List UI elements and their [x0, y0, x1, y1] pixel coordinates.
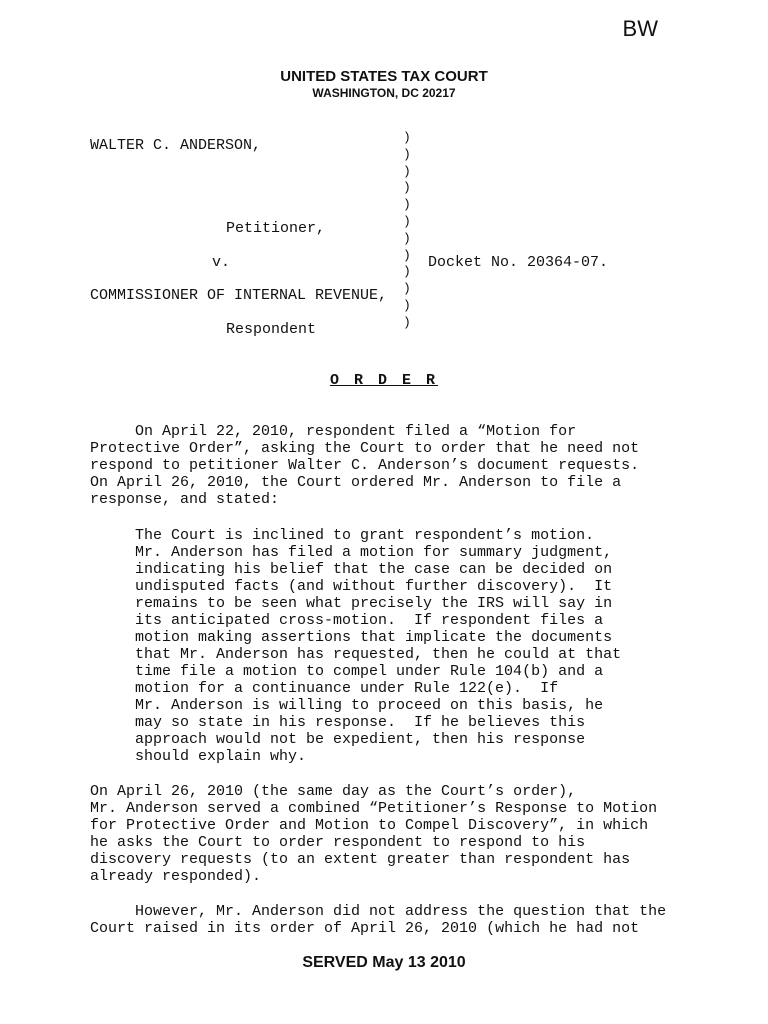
paragraph-1 — [90, 423, 690, 508]
versus: v. — [212, 254, 231, 271]
paragraph-3 — [90, 903, 690, 937]
text-line: On April 26, 2010 (the same day as the Court’s order), — [90, 783, 577, 800]
text-line: respond to petitioner Walter C. Anderson’s document requests. — [90, 457, 640, 474]
court-location: WASHINGTON, DC 20217 — [312, 86, 456, 100]
quote-line: that Mr. Anderson has requested, then he could at that — [135, 646, 622, 663]
text-line: he asks the Court to order respondent to respond to his — [90, 834, 586, 851]
text-line: response, and stated: — [90, 491, 280, 508]
petitioner-label: Petitioner, — [226, 220, 326, 237]
served-stamp: SERVED May 13 2010 — [302, 954, 466, 971]
quote-line: time file a motion to compel under Rule 104(b) and a — [135, 663, 604, 680]
quote-line: undisputed facts (and without further discovery). It — [135, 578, 613, 595]
quote-line: should explain why. — [135, 748, 307, 765]
text-line: discovery requests (to an extent greater than respondent has — [90, 851, 631, 868]
quote-line: motion for a continuance under Rule 122(e). If — [135, 680, 559, 697]
quote-line: motion making assertions that implicate the documents — [135, 629, 613, 646]
quote-line: The Court is inclined to grant respondent’s motion. — [135, 527, 595, 544]
respondent-label: Respondent — [226, 321, 317, 338]
quote-line: may so state in his response. If he believes this — [135, 714, 586, 731]
order-heading: O R D E R — [329, 372, 438, 389]
respondent-name: COMMISSIONER OF INTERNAL REVENUE, — [90, 287, 388, 304]
paragraph-2 — [90, 783, 690, 885]
docket-number: Docket No. 20364-07. — [428, 254, 609, 271]
text-line: Mr. Anderson served a combined “Petitioner’s Response to Motion — [90, 800, 658, 817]
quote-line: its anticipated cross-motion. If respondent files a — [135, 612, 604, 629]
quote-line: remains to be seen what precisely the IRS will say in — [135, 595, 613, 612]
corner-initials: BW — [622, 16, 658, 41]
text-line: Protective Order”, asking the Court to order that he need not — [90, 440, 640, 457]
block-quote — [135, 527, 695, 765]
text-line: However, Mr. Anderson did not address the question that the — [90, 903, 667, 920]
quote-line: Mr. Anderson is willing to proceed on this basis, he — [135, 697, 604, 714]
text-line: Court raised in its order of April 26, 2010 (which he had not — [90, 920, 640, 937]
court-title: UNITED STATES TAX COURT — [280, 68, 488, 85]
petitioner-name: WALTER C. ANDERSON, — [90, 137, 262, 154]
text-line: On April 22, 2010, respondent filed a “Motion for — [90, 423, 577, 440]
text-line: already responded). — [90, 868, 262, 885]
caption-brackets: ) ) ) ) ) ) ) ) ) ) ) ) — [403, 130, 411, 330]
text-line: On April 26, 2010, the Court ordered Mr. Anderson to file a — [90, 474, 622, 491]
quote-line: indicating his belief that the case can be decided on — [135, 561, 613, 578]
text-line: for Protective Order and Motion to Compel Discovery”, in which — [90, 817, 649, 834]
quote-line: Mr. Anderson has filed a motion for summary judgment, — [135, 544, 613, 561]
quote-line: approach would not be expedient, then his response — [135, 731, 586, 748]
